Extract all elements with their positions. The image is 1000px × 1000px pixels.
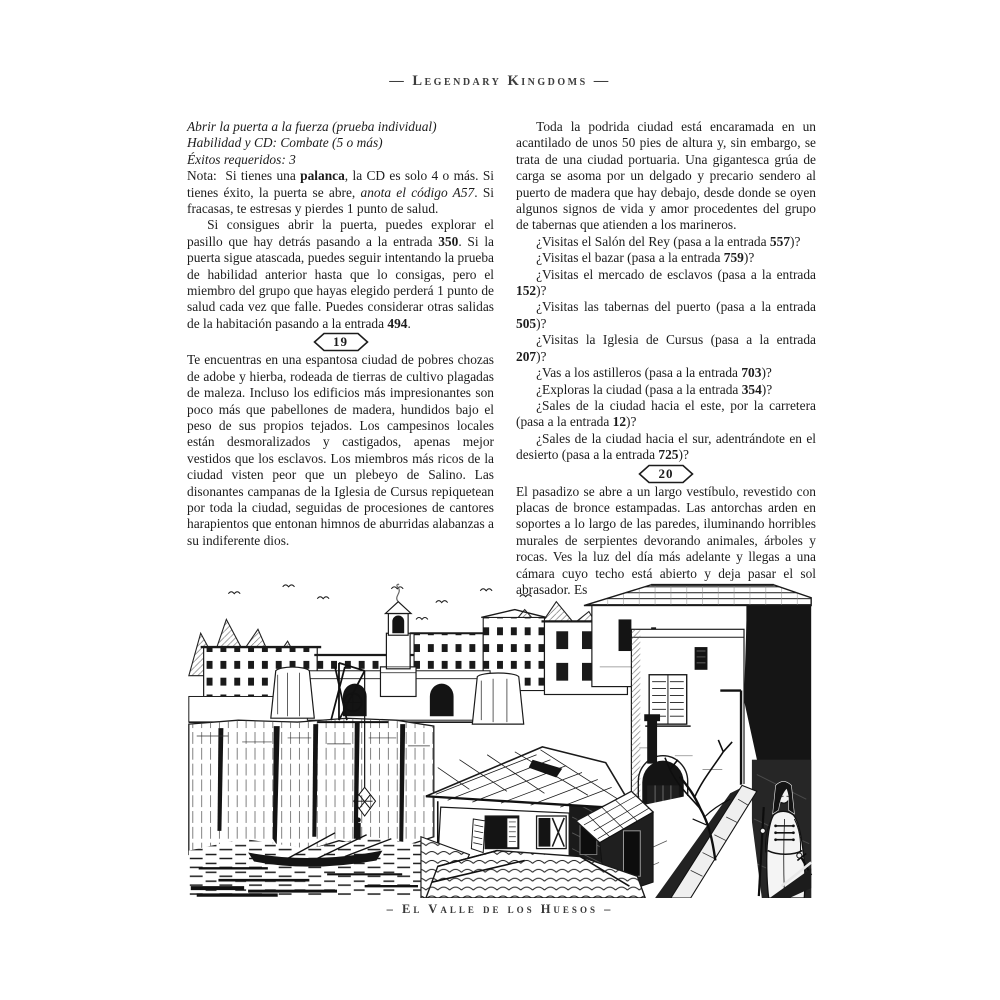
choice-line: ¿Visitas la Iglesia de Cursus (pasa a la entrada 207)? <box>516 332 816 364</box>
stat-line: Habilidad y CD: Combate (5 o más) <box>187 135 383 151</box>
entry-20-badge-row <box>516 464 816 484</box>
stat-line: Abrir la puerta a la fuerza (prueba individual) <box>187 119 437 134</box>
entry-number-cartouche <box>638 464 694 484</box>
entry-20-paragraph: El pasadizo se abre a un largo vestíbulo, revestido con placas de bronce estampadas. Las antorchas arden en soportes a lo largo de las paredes, iluminando horribles murales de serpientes devorando animales, árboles y rocas. Ves la luz del día más adelante y llegas a una cámara cuyo techo está abierto y deja pasar el sol abrasador. Es <box>516 483 816 597</box>
entry-number: 20 <box>658 465 674 481</box>
choice-line: ¿Sales de la ciudad hacia el este, por la carretera (pasa a la entrada 12)? <box>516 397 816 430</box>
bell-tower <box>380 602 416 697</box>
choice-list <box>516 234 816 464</box>
nota-paragraph: Nota: Si tienes una palanca, la CD es solo 4 o más. Si tienes éxito, la puerta se abre, anota el código A57. Si fracasas, te estresas y pierdes 1 punto de salud. <box>187 168 495 217</box>
choice-line: ¿Visitas el bazar (pasa a la entrada 759)? <box>536 250 755 266</box>
boatman-figure <box>356 823 361 840</box>
door-paragraph: Si consigues abrir la puerta, puedes explorar el pasillo que hay detrás pasando a la entrada 350. Si la puerta sigue atascada, puedes seguir intentando la prueba de habilidad anterior hasta que lo consigas, pero el miembro del grupo que hayas elegido perderá 1 punto de salud cada vez que falle. Puedes considerar otras salidas de la habitación pasando a la entrada 494. <box>187 217 495 331</box>
entry-number-cartouche <box>313 332 369 352</box>
left-column <box>187 119 494 549</box>
skill-check-block <box>187 119 494 168</box>
entry-number: 19 <box>333 334 348 350</box>
choice-line: ¿Visitas el Salón del Rey (pasa a la entrada 557)? <box>536 233 801 249</box>
choice-line: ¿Sales de la ciudad hacia el sur, adentrándote en el desierto (pasa a la entrada 725)? <box>516 430 816 463</box>
choice-line: ¿Visitas las tabernas del puerto (pasa a la entrada 505)? <box>516 299 816 331</box>
broken-shutter-window-icon <box>471 816 518 853</box>
stat-line: Éxitos requeridos: 3 <box>187 151 296 167</box>
right-column <box>516 119 816 598</box>
entry-19-badge-row <box>187 332 494 352</box>
choice-line: ¿Vas a los astilleros (pasa a la entrada 703)? <box>536 365 772 381</box>
city-illustration <box>185 572 815 898</box>
cliff-port-city-drawing <box>185 572 815 898</box>
x-braced-shutter-window-icon <box>537 816 567 849</box>
running-head: — Legendary Kingdoms — <box>389 73 611 89</box>
choice-line: ¿Exploras la ciudad (pasa a la entrada 354)? <box>536 381 773 397</box>
chapter-footer: – El Valle de los Huesos – <box>386 902 614 916</box>
city-paragraph: Toda la podrida ciudad está encaramada en un acantilado de unos 50 pies de altura y, sin embargo, se trata de una ciudad portuaria. Una gigantesca grúa de carga se asoma por un delgado y precario sendero al puerto de madera que hay debajo, desde donde se oyen algunos signos de vida y amor procedentes del grupo de tabernas que atienden a los marineros. <box>516 119 816 233</box>
chimney-icon <box>647 720 657 763</box>
choice-line: ¿Visitas el mercado de esclavos (pasa a la entrada 152)? <box>516 266 816 299</box>
entry-19-paragraph: Te encuentras en una espantosa ciudad de pobres chozas de adobe y hierba, rodeada de tierras de cultivo plagadas de maleza. Incluso los edificios más impresionantes son poco más que pabellones de madera, hundidos bajo el peso de sus propios tejados. Los campesinos locales están desmoralizados y castigados, apenas mejor vestidos que los esclavos. Los miembros más ricos de la ciudad visten peor que un plebeyo de Salino. Las disonantes campanas de la Iglesia de Cursus repiquetean por toda la ciudad, seguidas de procesiones de cantores harapientos que entonan himnos de aburridas alabanzas a su indiferente dios. <box>187 352 494 548</box>
cliff <box>189 718 434 860</box>
